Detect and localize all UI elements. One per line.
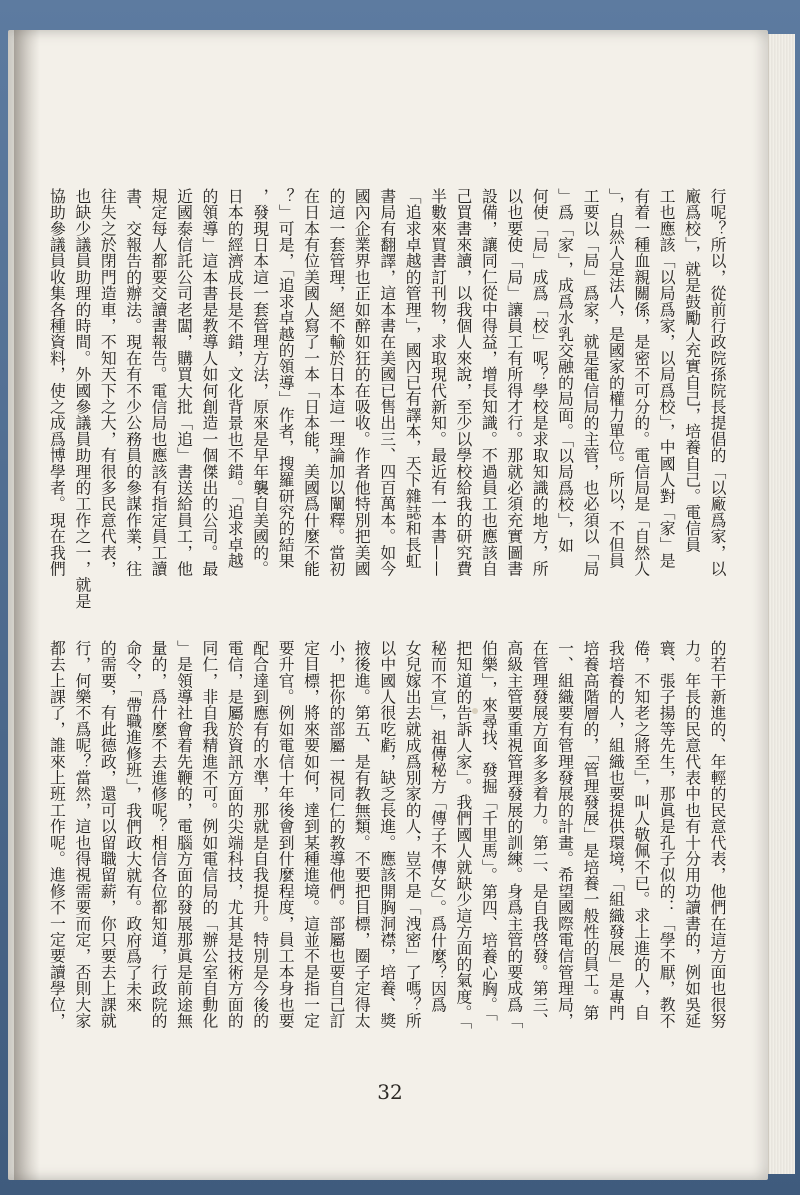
upper-text-line: 廠爲校」，就是鼓勵人充實自己，培養自己。電信員 — [682, 188, 702, 553]
upper-text-line: 日本的經濟成長是不錯，文化背景也不錯。「追求卓越 — [225, 188, 245, 569]
upper-text-line: 的領導」這本書是教導人如何創造一個傑出的公司。最 — [199, 188, 219, 577]
lower-text-line: 女兒嫁出去就成爲別家的人，豈不是「洩密」了嗎？所 — [403, 640, 423, 1029]
lower-text-line: 倦，不知老之將至」，叫人敬佩不已。求上進的人，自 — [631, 640, 651, 1021]
lower-text-line: 力。年長的民意代表中也有十分用功讀書的，例如吳延 — [682, 640, 702, 1029]
lower-text-line: 」是領導社會着先鞭的，電腦方面的發展那眞是前途無 — [174, 640, 194, 1029]
lower-text-line: 秘而不宣」，祖傳秘方「傳子不傳女」。爲什麼？因爲 — [428, 640, 448, 1013]
upper-text-line: 書局有翻譯，這本書在美國已售出三、四百萬本。如今 — [377, 188, 397, 577]
upper-text-line: 書、交報告的辦法。現在有不少公務員的參謀作業，往 — [123, 188, 143, 577]
upper-text-line: 也缺少議員助理的時間。外國參議員助理的工作之一，就是 — [72, 188, 92, 610]
lower-text-line: 寰、張子揚等先生，那眞是孔子似的：「學不厭，教不 — [657, 640, 677, 1029]
lower-text-line: 小，把你的部屬一視同仁的教導他們。部屬也要自己訂 — [326, 640, 346, 1029]
upper-text-line: 」爲「家」，成爲水乳交融的局面。「以局爲校」，如 — [555, 188, 575, 554]
upper-text-line: 的這一套管理，絕不輸於日本這一理論加以闡釋。當初 — [326, 188, 346, 577]
lower-text-line: 要升官。例如電信十年後會到什麼程度，員工本身也要 — [276, 640, 296, 1029]
upper-text-line: 己買書來讀，以我個人來說，至少以學校給我的研究費 — [453, 188, 473, 577]
upper-text-line: ？」可是，「追求卓越的領導」作者，搜羅研究的結果 — [276, 188, 296, 569]
upper-text-line: 「追求卓越的管理」，國內已有譯本，天下雜誌和長虹 — [403, 188, 423, 569]
lower-text-line: 電信，是屬於資訊方面的尖端科技，尤其是技術方面的 — [225, 640, 245, 1029]
upper-text-line: ，發現日本這一套管理方法，原來是早年襲自美國的。 — [250, 188, 270, 577]
upper-text-line: 近國泰信託公司老闆，購買大批「追」書送給員工，他 — [174, 188, 194, 577]
upper-text-line: 國內企業界也正如醉如狂的在吸收。作者他特別把美國 — [352, 188, 372, 577]
upper-text-line: 往失之於閉門造車，不知天下之大，有很多民意代表， — [98, 188, 118, 577]
lower-text-line: 我培養的人，組織也要提供環境，「組織發展」是專門 — [606, 640, 626, 1021]
lower-text-line: 都去上課了，誰來上班工作呢。進修不一定要讀學位， — [47, 640, 67, 1029]
upper-text-line: 行呢？所以，從前行政院孫院長提倡的「以廠爲家，以 — [708, 188, 727, 577]
lower-text-line: 高級主管要重視管理發展的訓練。身爲主管的要成爲「 — [504, 640, 524, 1029]
upper-text-line: 規定每人都要交讀書報告。電信局也應該有指定員工讀 — [149, 188, 169, 577]
page-fore-edge — [768, 34, 795, 1174]
upper-text-line: 何使「局」成爲「校」呢？學校是求取知識的地方，所 — [530, 188, 550, 577]
lower-text-line: 的若干新進的、年輕的民意代表，他們在這方面也很努 — [708, 640, 727, 1029]
lower-text-line: 把知道的告訴人家」。我們國人就缺少這方面的氣度。「 — [453, 640, 473, 1030]
upper-text-line: 工要以「局」爲家，就是電信局的主管，也必須以「局 — [580, 188, 600, 577]
lower-text-line: 配合達到應有的水準，那就是自我提升。特別是今後的 — [250, 640, 270, 1029]
upper-text-line: 半數來買書訂刊物，求取現代新知。最近有一本書—— — [428, 188, 448, 577]
lower-text-line: 行，何樂不爲呢？當然，這也得視需要而定，否則大家 — [72, 640, 92, 1029]
lower-text-block — [47, 640, 730, 1052]
upper-text-line: 」，自然人是法人，是國家的權力單位。所以，不但員 — [606, 188, 626, 569]
lower-text-line: 培養高階層的，「管理發展」是培養一般性的員工。第 — [580, 640, 600, 1021]
page-number: 32 — [377, 1080, 403, 1104]
upper-text-line: 工也應該「以局爲家，以局爲校」，中國人對「家」是 — [657, 188, 677, 569]
lower-text-line: 掖後進。第五、是有教無類。不要把目標，圈子定得太 — [352, 640, 372, 1029]
upper-text-line: 在日本有位美國人寫了一本「日本能，美國爲什麼不能 — [301, 188, 321, 577]
lower-text-line: 定目標，將來要如何，達到某種進境。這並不是指一定 — [301, 640, 321, 1029]
upper-text-line: 設備，讓同仁從中得益，增長知識。不過員工也應該自 — [479, 188, 499, 577]
lower-text-line: 同仁，非自我精進不可。例如電信局的「辦公室自動化 — [199, 640, 219, 1029]
lower-text-line: 命令，「帶職進修班」，我們政大就有。政府爲了未來 — [123, 640, 143, 1013]
upper-text-line: 有着一種血親關係，是密不可分的。電信局是「自然人 — [631, 188, 651, 577]
lower-text-line: 量的，爲什麼不去進修呢？相信各位都知道，行政院的 — [149, 640, 169, 1029]
upper-text-line: 以也要使「局」讓員工有所得才行。那就必須充實圖書 — [504, 188, 524, 577]
binding-gutter — [14, 30, 40, 1180]
lower-text-line: 伯樂」，來尋找、發掘「千里馬」。第四、培養心胸。「 — [479, 640, 499, 1022]
lower-text-line: 以中國人很吃虧，缺乏長進。應該開胸洞襟，培養、獎 — [377, 640, 397, 1029]
lower-text-line: 的需要，有此德政，還可以留職留薪，你只要去上課就 — [98, 640, 118, 1029]
lower-text-line: 在管理發展方面多多着力。第二、是自我啓發。第三、 — [530, 640, 550, 1029]
upper-text-line: 協助參議員收集各種資料，使之成爲博學者。現在我們 — [47, 188, 67, 577]
lower-text-line: 一、組織要有管理發展的計畫。希望國際電信管理局， — [555, 640, 575, 1029]
upper-text-block — [47, 188, 730, 610]
